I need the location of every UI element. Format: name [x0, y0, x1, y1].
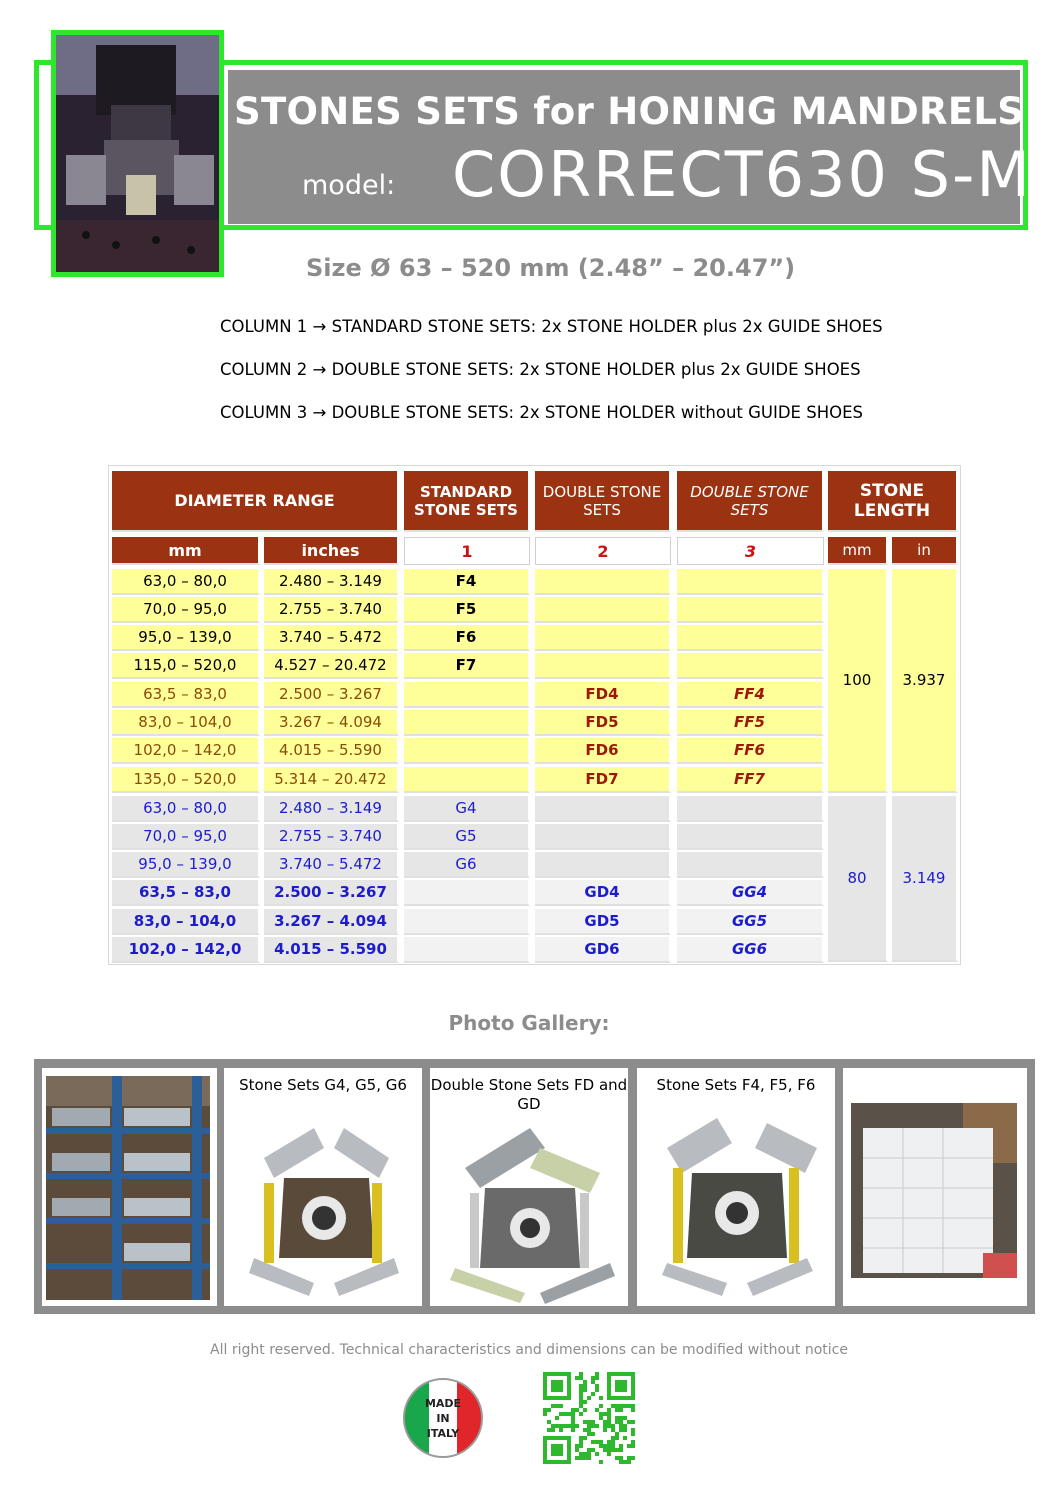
table-cell-in: 2.480 – 3.149 — [264, 796, 399, 822]
table-cell-in: 4.015 – 5.590 — [264, 738, 399, 764]
table-cell-c1 — [404, 909, 530, 935]
table-cell-mm: 70,0 – 95,0 — [112, 824, 260, 850]
table-cell-mm: 83,0 – 104,0 — [112, 710, 260, 736]
table-cell-mm: 70,0 – 95,0 — [112, 597, 260, 623]
table-cell-c2 — [535, 597, 671, 623]
svg-text:IN: IN — [436, 1412, 450, 1425]
table-cell-c2: FD6 — [535, 738, 671, 764]
table-cell-c2 — [535, 796, 671, 822]
column-note-3: COLUMN 3 → DOUBLE STONE SETS: 2x STONE HOLDER without GUIDE SHOES — [220, 403, 863, 422]
model-label: model: — [302, 170, 396, 201]
header-double-stone-sets-no-guide: DOUBLE STONE SETS — [677, 471, 824, 532]
f-sets-image — [637, 1068, 835, 1306]
model-name: CORRECT630 S-M — [452, 138, 1032, 211]
table-cell-c1: G6 — [404, 852, 530, 878]
table-cell-mm: 63,0 – 80,0 — [112, 569, 260, 595]
svg-text:ITALY: ITALY — [426, 1427, 460, 1440]
table-cell-c3: GG5 — [677, 909, 824, 935]
table-cell-c2 — [535, 653, 671, 679]
subheader-length-in: in — [892, 537, 958, 565]
table-cell-c3: GG4 — [677, 880, 824, 906]
qr-code-icon — [543, 1372, 635, 1464]
table-cell-in: 3.267 – 4.094 — [264, 909, 399, 935]
table-cell-in: 4.015 – 5.590 — [264, 937, 399, 963]
length-mm-group-1: 100 — [828, 569, 888, 793]
table-cell-c3: FF7 — [677, 767, 824, 793]
table-cell-c1 — [404, 767, 530, 793]
gallery-photo-double-sets — [430, 1068, 628, 1306]
table-cell-in: 3.740 – 5.472 — [264, 625, 399, 651]
table-cell-mm: 83,0 – 104,0 — [112, 909, 260, 935]
table-cell-c3 — [677, 852, 824, 878]
table-cell-in: 5.314 – 20.472 — [264, 767, 399, 793]
table-cell-c3: FF4 — [677, 682, 824, 708]
table-cell-mm: 95,0 – 139,0 — [112, 625, 260, 651]
g-sets-image — [224, 1068, 422, 1306]
table-cell-mm: 135,0 – 520,0 — [112, 767, 260, 793]
table-cell-in: 3.740 – 5.472 — [264, 852, 399, 878]
copyright-note: All right reserved. Technical characteristics and dimensions can be modified without notice — [210, 1342, 848, 1358]
table-cell-c1: F7 — [404, 653, 530, 679]
table-cell-mm: 115,0 – 520,0 — [112, 653, 260, 679]
svg-text:MADE: MADE — [424, 1397, 462, 1410]
table-cell-c3 — [677, 653, 824, 679]
table-cell-c1: F6 — [404, 625, 530, 651]
length-mm-group-2: 80 — [828, 796, 888, 962]
subheader-mm: mm — [112, 537, 260, 565]
table-cell-c3 — [677, 569, 824, 595]
table-cell-in: 2.500 – 3.267 — [264, 880, 399, 906]
table-cell-c1: F4 — [404, 569, 530, 595]
table-cell-c3 — [677, 824, 824, 850]
table-cell-in: 3.267 – 4.094 — [264, 710, 399, 736]
table-cell-mm: 102,0 – 142,0 — [112, 937, 260, 963]
table-cell-c1: F5 — [404, 597, 530, 623]
table-cell-c3: FF6 — [677, 738, 824, 764]
shelves-image — [42, 1068, 217, 1306]
header-diameter-range: DIAMETER RANGE — [112, 471, 399, 532]
table-cell-c2: GD6 — [535, 937, 671, 963]
boxes-image — [843, 1068, 1027, 1306]
table-cell-mm: 102,0 – 142,0 — [112, 738, 260, 764]
subheader-column-1: 1 — [404, 537, 530, 565]
gallery-caption-g-sets: Stone Sets G4, G5, G6 — [239, 1076, 407, 1094]
mandrel-photo — [51, 30, 224, 277]
table-cell-mm: 63,5 – 83,0 — [112, 880, 260, 906]
table-cell-mm: 63,5 – 83,0 — [112, 682, 260, 708]
header-double-stone-sets: DOUBLE STONE SETS — [535, 471, 671, 532]
table-cell-c2 — [535, 824, 671, 850]
length-in-group-1: 3.937 — [892, 569, 958, 793]
mandrel-photo-image — [56, 35, 219, 272]
table-cell-c1: G5 — [404, 824, 530, 850]
gallery-photo-g-sets — [224, 1068, 422, 1306]
table-cell-c3 — [677, 597, 824, 623]
gallery-caption-double-sets: Double Stone Sets FD and GD — [430, 1076, 628, 1113]
table-cell-c2 — [535, 569, 671, 595]
table-cell-c1 — [404, 710, 530, 736]
gallery-photo-f-sets — [637, 1068, 835, 1306]
table-cell-c1 — [404, 880, 530, 906]
size-range: Size Ø 63 – 520 mm (2.48” – 20.47”) — [306, 254, 796, 282]
length-in-group-2: 3.149 — [892, 796, 958, 962]
table-cell-c2: GD5 — [535, 909, 671, 935]
table-cell-c3 — [677, 796, 824, 822]
made-in-italy-logo — [402, 1377, 484, 1459]
table-cell-c3: FF5 — [677, 710, 824, 736]
table-cell-c1 — [404, 937, 530, 963]
subheader-column-2: 2 — [535, 537, 671, 565]
subheader-inches: inches — [264, 537, 399, 565]
table-cell-c2 — [535, 625, 671, 651]
subheader-column-3: 3 — [677, 537, 824, 565]
table-cell-c2 — [535, 852, 671, 878]
gallery-photo-boxes — [843, 1068, 1027, 1306]
qr-code[interactable] — [543, 1372, 635, 1464]
column-note-2: COLUMN 2 → DOUBLE STONE SETS: 2x STONE HOLDER plus 2x GUIDE SHOES — [220, 360, 861, 379]
table-cell-in: 2.480 – 3.149 — [264, 569, 399, 595]
gallery-photo-shelves — [42, 1068, 217, 1306]
table-cell-c3 — [677, 625, 824, 651]
gallery-title: Photo Gallery: — [448, 1011, 610, 1035]
table-cell-c2: FD7 — [535, 767, 671, 793]
table-cell-c1 — [404, 738, 530, 764]
column-note-1: COLUMN 1 → STANDARD STONE SETS: 2x STONE HOLDER plus 2x GUIDE SHOES — [220, 317, 883, 336]
table-cell-in: 2.755 – 3.740 — [264, 824, 399, 850]
table-cell-c3: GG6 — [677, 937, 824, 963]
table-cell-mm: 95,0 – 139,0 — [112, 852, 260, 878]
subheader-length-mm: mm — [828, 537, 888, 565]
table-cell-c1 — [404, 682, 530, 708]
page-title: STONES SETS for HONING MANDRELS — [234, 90, 1025, 133]
table-cell-c2: GD4 — [535, 880, 671, 906]
table-cell-in: 2.500 – 3.267 — [264, 682, 399, 708]
made-in-italy-badge — [402, 1377, 484, 1459]
table-cell-c2: FD4 — [535, 682, 671, 708]
header-stone-length: STONE LENGTH — [828, 471, 958, 532]
table-cell-in: 4.527 – 20.472 — [264, 653, 399, 679]
table-cell-mm: 63,0 – 80,0 — [112, 796, 260, 822]
table-cell-c2: FD5 — [535, 710, 671, 736]
table-cell-c1: G4 — [404, 796, 530, 822]
table-cell-in: 2.755 – 3.740 — [264, 597, 399, 623]
header-standard-stone-sets: STANDARD STONE SETS — [404, 471, 530, 532]
gallery-caption-f-sets: Stone Sets F4, F5, F6 — [656, 1076, 816, 1094]
